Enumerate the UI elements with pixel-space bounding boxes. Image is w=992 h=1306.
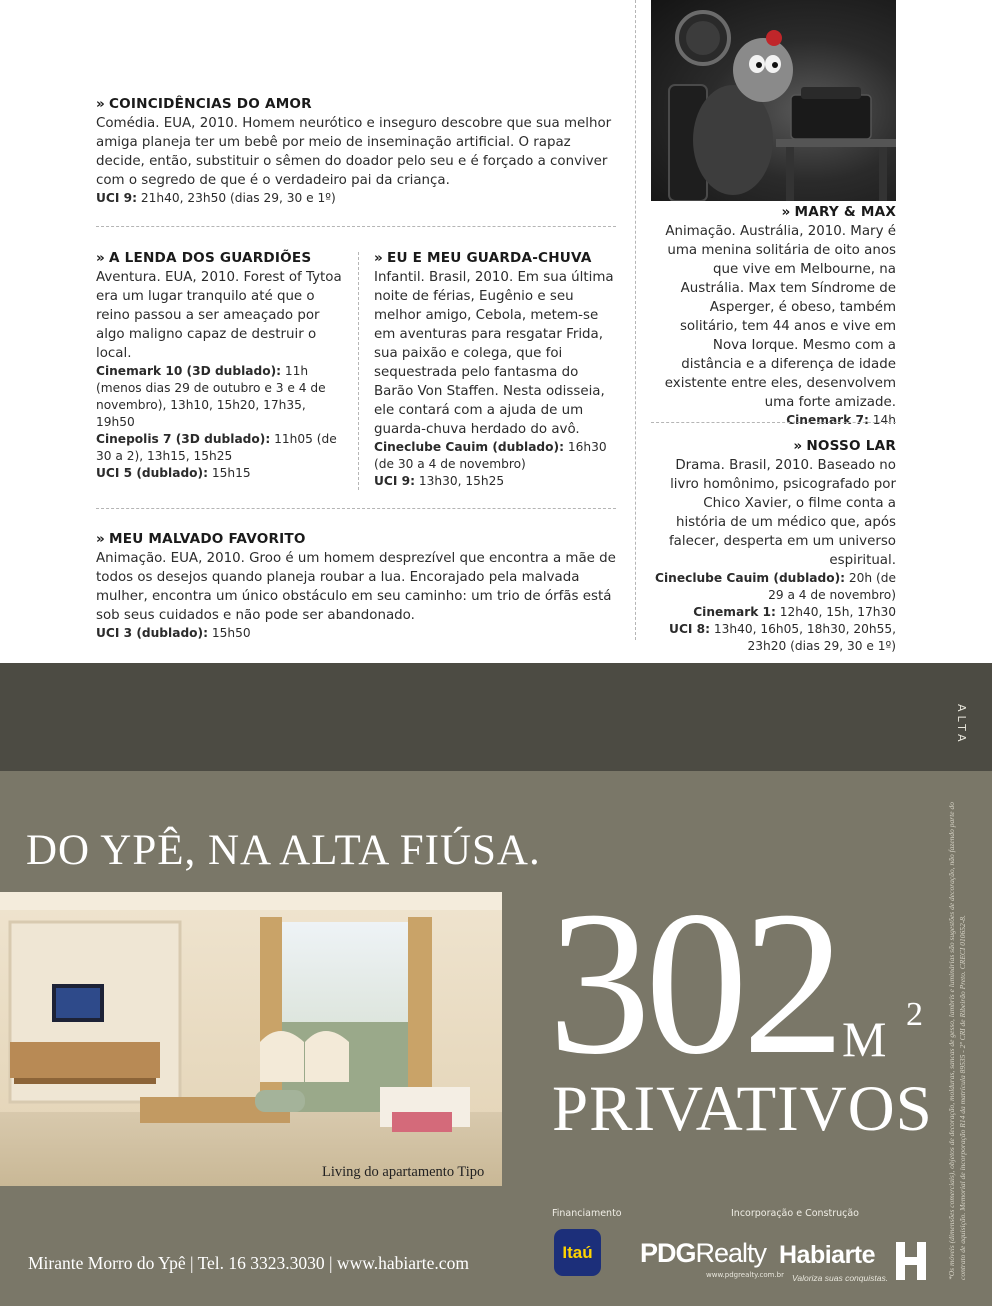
listing-coincidencias — [96, 95, 616, 207]
listing-showtimes: Cinemark 7: 14h — [786, 413, 896, 427]
pdg-realty-logo — [640, 1238, 766, 1269]
listing-showtimes: Cineclube Cauim (dublado): 16h30 (de 30 a 4 de novembro) — [374, 440, 607, 471]
privativos-label: PRIVATIVOS — [552, 1073, 933, 1145]
listing-showtimes: UCI 9: 13h30, 15h25 — [374, 474, 505, 488]
listing-showtimes: UCI 5 (dublado): 15h15 — [96, 466, 251, 480]
ad-headline: DO YPÊ, NA ALTA FIÚSA. — [26, 827, 541, 874]
pdg-logo-bold: PDG — [640, 1238, 696, 1268]
listing-title: » NOSSO LAR — [793, 438, 896, 454]
listing-showtimes: UCI 3 (dublado): 15h50 — [96, 626, 251, 640]
financing-label: Financiamento — [552, 1208, 622, 1219]
habiarte-tagline: Valoriza suas conquistas. — [792, 1273, 889, 1283]
listing-showtimes: Cineclube Cauim (dublado): 20h (de 29 a 4 de novembro) — [655, 571, 896, 602]
film-still-mary-max — [651, 0, 896, 201]
listing-showtimes: UCI 9: 21h40, 23h50 (dias 29, 30 e 1º) — [96, 191, 336, 205]
listing-title: » COINCIDÊNCIAS DO AMOR — [96, 96, 312, 112]
pdg-logo-realty: Realty — [695, 1238, 767, 1268]
ad-disclaimer: *Os móveis (dimensões comerciais), objetos de decoração, molduras, sancas de gesso, lambris e luminárias são sugestões de decoração, não fazendo parte do contrato de aquisição. Memorial de incorporação R14 da matrícula 89535 - 2º CRI de Ribeirão Preto. CRECI 010652-8. — [947, 802, 967, 1280]
listing-guarda-chuva — [374, 249, 618, 490]
habiarte-h-icon — [896, 1242, 926, 1284]
divider — [358, 252, 359, 490]
listing-description: Animação. Austrália, 2010. Mary é uma menina solitária de oito anos que vive em Melbourne, na Austrália. Max tem Síndrome de Asperger, é obeso, também solitário, tem 44 anos e vive em Nova Iorque. Mesmo com a distância e a diferença de idade existente entre eles, desenvolvem uma forte amizade. — [664, 224, 896, 410]
ad-top-band — [0, 663, 992, 771]
listing-title: » MARY & MAX — [781, 204, 896, 220]
living-room-photo — [0, 892, 502, 1186]
area-superscript: 2 — [906, 996, 923, 1033]
alta-brand-mark: ALTA — [955, 704, 968, 746]
listing-showtimes: Cinepolis 7 (3D dublado): 11h05 (de 30 a 2), 13h15, 15h25 — [96, 432, 337, 463]
listing-lenda-guardioes — [96, 249, 346, 482]
listing-malvado-favorito — [96, 530, 616, 642]
living-room-illustration — [0, 892, 502, 1186]
area-unit: M — [842, 1011, 887, 1067]
listing-title: » EU E MEU GUARDA-CHUVA — [374, 250, 592, 266]
habiarte-logo: Habiarte — [779, 1241, 876, 1269]
ad-footer-contact: Mirante Morro do Ypê | Tel. 16 3323.3030 | www.habiarte.com — [28, 1253, 469, 1273]
listing-description: Infantil. Brasil, 2010. Em sua última noite de férias, Eugênio e seu melhor amigo, Cebola, metem-se em aventuras para resgatar Frida, sua paixão e colega, que foi sequestrada pelo fantasma do Barão Von Staffen. Nesta odisseia, ele contará com a ajuda de um guarda-chuva herdado do avô. — [374, 270, 614, 437]
listing-title: » A LENDA DOS GUARDIÕES — [96, 250, 312, 266]
listing-nosso-lar — [651, 437, 896, 655]
listing-showtimes: Cinemark 10 (3D dublado): 11h (menos dias 29 de outubro e 3 e 4 de novembro), 13h10, 15h20, 17h35, 19h50 — [96, 364, 326, 429]
listing-mary-max — [651, 203, 896, 429]
listing-showtimes: UCI 8: 13h40, 16h05, 18h30, 20h55, 23h20 (dias 29, 30 e 1º) — [669, 622, 896, 653]
photo-caption: Living do apartamento Tipo — [322, 1164, 485, 1180]
listing-description: Aventura. EUA, 2010. Forest of Tytoa era um lugar tranquilo até que o reino passou a ser ameaçado por algo maligno capaz de destruir o local. — [96, 270, 342, 361]
area-number: 302 — [548, 868, 839, 1097]
listing-title: » MEU MALVADO FAVORITO — [96, 531, 306, 547]
itau-logo: Itaú — [554, 1229, 601, 1276]
listing-description: Comédia. EUA, 2010. Homem neurótico e inseguro descobre que sua melhor amiga planeja ter um bebê por meio de inseminação artificial. O rapaz decide, então, substituir o sêmen do doador pelo seu e é forçado a conviver com o segredo de que é o verdadeiro pai da criança. — [96, 116, 612, 188]
column-divider — [635, 0, 636, 640]
listing-showtimes: Cinemark 1: 12h40, 15h, 17h30 — [693, 605, 896, 619]
listing-description: Animação. EUA, 2010. Groo é um homem desprezível que encontra a mãe de todos os desejos quando planeja roubar a lua. Encorajado pela malvada mulher, encontra um único obstáculo em seu caminho: um trio de órfãs está sob seus cuidados e não pode ser abandonado. — [96, 551, 616, 623]
divider — [96, 226, 616, 227]
incorporation-label: Incorporação e Construção — [731, 1208, 859, 1219]
divider — [651, 422, 896, 423]
pdg-url: www.pdgrealty.com.br — [706, 1271, 784, 1279]
listing-description: Drama. Brasil, 2010. Baseado no livro homônimo, psicografado por Chico Xavier, o filme conta a história de um médico que, após falecer, desperta em um universo espiritual. — [668, 458, 896, 568]
film-still-illustration — [651, 0, 896, 201]
divider — [96, 508, 616, 509]
